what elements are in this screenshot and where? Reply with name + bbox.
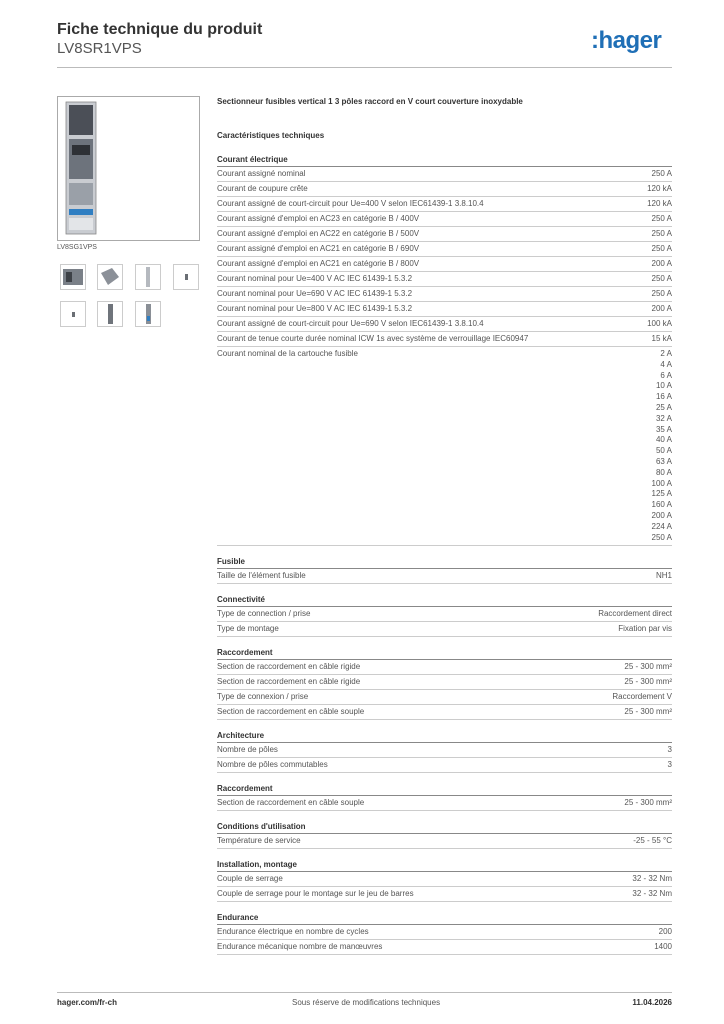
spec-row — [217, 182, 672, 197]
spec-value: 250 A — [651, 169, 672, 178]
spec-label: Taille de l'élément fusible — [217, 571, 306, 581]
spec-row — [217, 272, 672, 287]
thumbnail-4[interactable] — [173, 264, 199, 290]
spec-value: 125 A — [651, 489, 672, 499]
section-title: Installation, montage — [217, 860, 672, 872]
spec-row — [217, 302, 672, 317]
header-divider — [57, 67, 672, 68]
spec-value: 250 A — [651, 214, 672, 223]
section-title: Conditions d'utilisation — [217, 822, 672, 834]
spec-value: 120 kA — [647, 184, 672, 193]
thumbnail-5-image — [61, 302, 85, 326]
spec-label: Courant assigné d'emploi en AC22 en catégorie B / 500V — [217, 229, 420, 238]
section-title: Fusible — [217, 557, 672, 569]
spec-label: Nombre de pôles — [217, 745, 278, 755]
tech-title: Caractéristiques techniques — [217, 131, 325, 140]
spec-row — [217, 257, 672, 272]
thumbnail-5[interactable] — [60, 301, 86, 327]
spec-label: Section de raccordement en câble souple — [217, 798, 365, 808]
spec-label: Type de connection / prise — [217, 609, 311, 619]
thumbnail-3[interactable] — [135, 264, 161, 290]
spec-value: 160 A — [651, 500, 672, 510]
footer-divider — [57, 992, 672, 993]
thumbnail-2[interactable] — [97, 264, 123, 290]
spec-value: 200 — [658, 927, 672, 937]
spec-value: 32 - 32 Nm — [632, 874, 672, 884]
spec-label: Courant assigné d'emploi en AC21 en catégorie B / 690V — [217, 244, 420, 253]
spec-value: 25 - 300 mm² — [624, 662, 672, 672]
spec-row — [217, 347, 672, 546]
spec-label: Section de raccordement en câble souple — [217, 707, 365, 717]
spec-row — [217, 660, 672, 675]
spec-value: 32 A — [655, 413, 672, 423]
spec-row — [217, 758, 672, 773]
thumbnail-1-image — [61, 265, 85, 289]
spec-value: 6 A — [660, 370, 672, 380]
spec-row — [217, 332, 672, 347]
spec-value: 3 — [667, 745, 672, 755]
spec-value: 63 A — [655, 456, 672, 466]
spec-value: 250 A — [651, 244, 672, 253]
spec-value: 40 A — [655, 435, 672, 445]
spec-row — [217, 796, 672, 811]
spec-value: 15 kA — [651, 334, 672, 343]
footer-notice: Sous réserve de modifications techniques — [292, 998, 441, 1007]
spec-value: 100 A — [651, 478, 672, 488]
spec-label: Couple de serrage pour le montage sur le jeu de barres — [217, 889, 414, 899]
spec-label: Courant assigné d'emploi en AC21 en catégorie B / 800V — [217, 259, 420, 268]
spec-value-list — [652, 349, 672, 543]
spec-label: Courant assigné de court-circuit pour Ue=690 V selon IEC61439-1 3.8.10.4 — [217, 319, 484, 328]
spec-row — [217, 743, 672, 758]
spec-label: Endurance électrique en nombre de cycles — [217, 927, 369, 937]
spec-value: 25 - 300 mm² — [624, 798, 672, 808]
spec-row — [217, 887, 672, 902]
section-title: Courant électrique — [217, 155, 672, 167]
spec-value: 250 A — [651, 274, 672, 283]
hager-logo: :hager — [591, 27, 662, 54]
spec-value: 1400 — [654, 942, 672, 952]
section-title: Raccordement — [217, 648, 672, 660]
spec-row — [217, 607, 672, 622]
spec-label: Température de service — [217, 836, 301, 846]
spec-value: 200 A — [651, 259, 672, 268]
spec-label: Courant nominal pour Ue=400 V AC IEC 61439-1 5.3.2 — [217, 274, 413, 283]
spec-label: Section de raccordement en câble rigide — [217, 677, 361, 687]
thumbnail-1[interactable] — [60, 264, 86, 290]
thumbnail-2-image — [98, 265, 122, 289]
spec-value: 25 - 300 mm² — [624, 677, 672, 687]
spec-row — [217, 705, 672, 720]
spec-label: Courant assigné de court-circuit pour Ue=400 V selon IEC61439-1 3.8.10.4 — [217, 199, 484, 208]
page-title: Fiche technique du produit — [57, 21, 263, 38]
spec-value: 2 A — [660, 349, 672, 358]
spec-table — [217, 155, 672, 955]
spec-value: 200 A — [651, 304, 672, 313]
thumbnail-3-image — [136, 265, 160, 289]
spec-value: Raccordement direct — [598, 609, 672, 619]
spec-row — [217, 167, 672, 182]
spec-value: 10 A — [655, 381, 672, 391]
thumbnail-4-image — [174, 265, 198, 289]
spec-value: 100 kA — [647, 319, 672, 328]
spec-row — [217, 925, 672, 940]
spec-row — [217, 227, 672, 242]
thumbnail-6-image — [98, 302, 122, 326]
section-title: Raccordement — [217, 784, 672, 796]
spec-value: 25 - 300 mm² — [624, 707, 672, 717]
spec-label: Section de raccordement en câble rigide — [217, 662, 361, 672]
spec-value: 32 - 32 Nm — [632, 889, 672, 899]
spec-label: Nombre de pôles commutables — [217, 760, 328, 770]
spec-value: -25 - 55 °C — [633, 836, 672, 846]
image-caption: LV8SG1VPS — [57, 244, 97, 251]
section-title: Architecture — [217, 731, 672, 743]
spec-value: 50 A — [655, 446, 672, 456]
spec-label: Courant de tenue courte durée nominal ICW 1s avec système de verrouillage IEC60947 — [217, 334, 529, 343]
spec-value: 250 A — [651, 532, 672, 542]
spec-label: Courant nominal pour Ue=800 V AC IEC 61439-1 5.3.2 — [217, 304, 413, 313]
spec-row — [217, 690, 672, 705]
spec-row — [217, 834, 672, 849]
spec-row — [217, 287, 672, 302]
section-title: Endurance — [217, 913, 672, 925]
footer-date: 11.04.2026 — [632, 998, 672, 1007]
spec-value: 250 A — [651, 289, 672, 298]
thumbnail-6[interactable] — [97, 301, 123, 327]
spec-label: Courant de coupure crête — [217, 184, 308, 193]
spec-row — [217, 197, 672, 212]
spec-label: Couple de serrage — [217, 874, 283, 884]
spec-value: 250 A — [651, 229, 672, 238]
spec-value: Raccordement V — [612, 692, 672, 702]
product-description: Sectionneur fusibles vertical 1 3 pôles raccord en V court couverture inoxydable — [217, 97, 523, 106]
thumbnail-7-image — [136, 302, 160, 326]
spec-row — [217, 872, 672, 887]
spec-value: 120 kA — [647, 199, 672, 208]
spec-value: 224 A — [651, 521, 672, 531]
spec-label: Courant assigné d'emploi en AC23 en catégorie B / 400V — [217, 214, 420, 223]
spec-value: Fixation par vis — [618, 624, 672, 634]
spec-label: Courant assigné nominal — [217, 169, 306, 178]
spec-value: NH1 — [655, 571, 672, 581]
spec-row — [217, 317, 672, 332]
spec-value: 35 A — [655, 424, 672, 434]
spec-value: 16 A — [655, 392, 672, 402]
section-title: Connectivité — [217, 595, 672, 607]
spec-row — [217, 940, 672, 955]
spec-row — [217, 569, 672, 584]
spec-row — [217, 242, 672, 257]
product-code: LV8SR1VPS — [57, 40, 142, 57]
thumbnail-7[interactable] — [135, 301, 161, 327]
spec-row — [217, 622, 672, 637]
spec-value: 80 A — [655, 467, 672, 477]
spec-value: 200 A — [651, 510, 672, 520]
spec-label: Courant nominal pour Ue=690 V AC IEC 61439-1 5.3.2 — [217, 289, 413, 298]
spec-value: 3 — [667, 760, 672, 770]
product-image — [57, 96, 200, 241]
spec-label: Endurance mécanique nombre de manœuvres — [217, 942, 383, 952]
spec-value: 25 A — [655, 402, 672, 412]
footer-website-link[interactable]: hager.com/fr-ch — [57, 998, 118, 1007]
spec-row — [217, 212, 672, 227]
spec-row — [217, 675, 672, 690]
spec-label: Type de connexion / prise — [217, 692, 309, 702]
fuse-switch-illustration — [58, 97, 199, 240]
spec-label: Courant nominal de la cartouche fusible — [217, 349, 358, 358]
spec-label: Type de montage — [217, 624, 279, 634]
spec-value: 4 A — [660, 359, 672, 369]
